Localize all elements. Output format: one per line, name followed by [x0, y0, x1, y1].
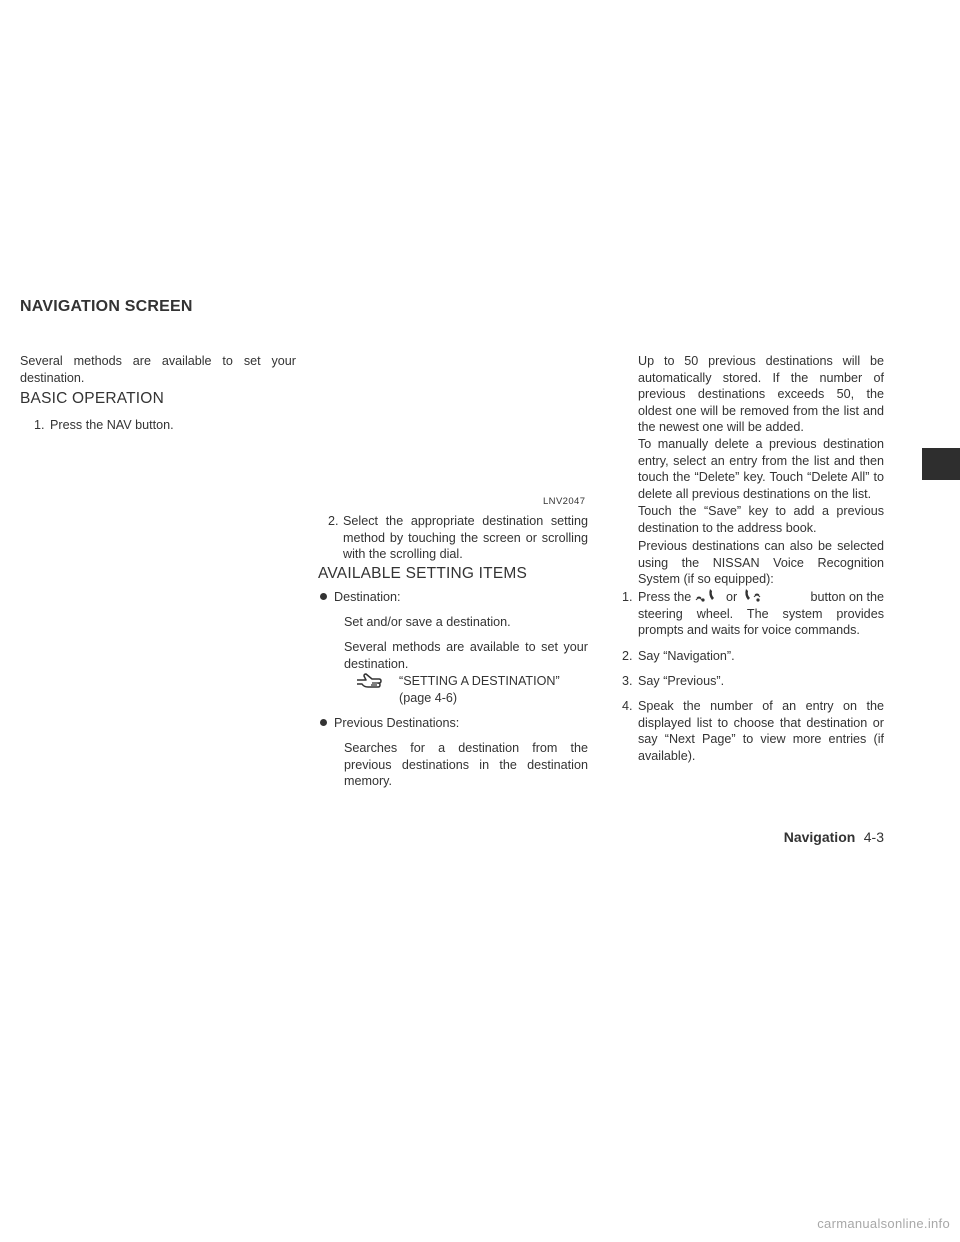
phone-voice-icon	[742, 586, 768, 604]
step-text: Select the appropriate destination setting method by touching the screen or scrolling with the scrolling dial.	[343, 514, 588, 561]
col3-paragraph-4: Previous destinations can also be selected using the NISSAN Voice Recognition System (if so equipped):	[638, 539, 884, 586]
step-or-text: or	[726, 590, 738, 604]
footer-chapter-label: Navigation	[783, 829, 856, 845]
step-rest-text: steering wheel. The system provides prompts and waits for voice commands.	[638, 606, 884, 637]
step-number: 3.	[622, 674, 633, 688]
step-text: Say “Previous”.	[638, 674, 725, 688]
step-2	[328, 513, 588, 565]
page-footer	[784, 829, 884, 847]
step-number: 1.	[622, 590, 633, 604]
reference-hand-icon	[355, 671, 385, 691]
step-text: Say “Navigation”.	[638, 649, 735, 663]
bullet-previous-destinations	[320, 719, 327, 726]
item-destination-desc1: Set and/or save a destination.	[344, 615, 511, 629]
step-number: 1.	[34, 418, 45, 432]
intro-paragraph: Several methods are available to set your destination.	[20, 354, 296, 385]
reference-title: “SETTING A DESTINATION”	[399, 674, 560, 688]
chapter-tab	[922, 448, 960, 480]
step-text: Speak the number of an entry on the displayed list to choose that destination or say “Next Page” to view more entries (if available).	[638, 699, 884, 763]
step-number: 4.	[622, 699, 633, 713]
figure-label: LNV2047	[543, 496, 586, 507]
step-number: 2.	[622, 649, 633, 663]
bullet-destination	[320, 593, 327, 600]
step-press-text: Press the	[638, 590, 692, 604]
footer-page-number: 4-3	[863, 829, 884, 845]
reference-page: (page 4-6)	[399, 691, 458, 705]
voice-step-1	[622, 589, 884, 639]
item-previous-label: Previous Destinations:	[334, 716, 460, 730]
item-previous-desc: Searches for a destination from the previous destinations in the destination memory.	[344, 741, 588, 788]
step-button-text: button on the	[810, 590, 884, 604]
item-destination-desc2: Several methods are available to set your destination.	[344, 640, 588, 671]
step-number: 2.	[328, 514, 339, 528]
available-setting-items-heading: AVAILABLE SETTING ITEMS	[318, 565, 528, 582]
basic-operation-heading: BASIC OPERATION	[20, 390, 164, 407]
talk-phone-icon	[694, 586, 720, 604]
col3-paragraph-1: Up to 50 previous destinations will be automatically stored. If the number of previous destinations exceeds 50, the oldest one will be removed from the list and the newest one will be added.	[638, 354, 884, 434]
watermark: carmanualsonline.info	[817, 1216, 950, 1231]
step-text: Press the NAV button.	[50, 418, 174, 432]
voice-step-4	[622, 698, 884, 768]
col3-paragraph-2: To manually delete a previous destination entry, select an entry from the list and then touch the “Delete” key. Touch “Delete All” to delete all previous destinations on the list.	[638, 437, 884, 501]
item-destination-label: Destination:	[334, 590, 401, 604]
section-title: NAVIGATION SCREEN	[20, 298, 193, 315]
col3-paragraph-3: Touch the “Save” key to add a previous destination to the address book.	[638, 504, 884, 535]
